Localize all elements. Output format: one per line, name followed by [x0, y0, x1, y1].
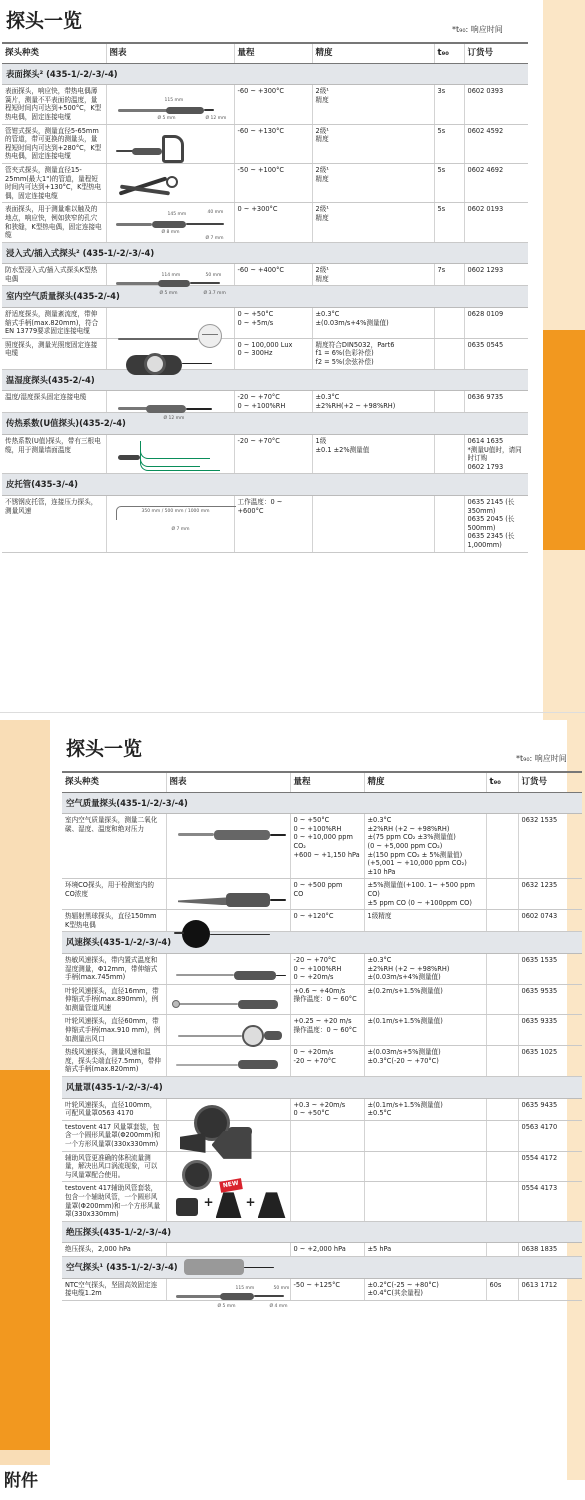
section-title: 表面探头² (435-1/-2/-3/-4) [2, 63, 528, 85]
probe-shaft [176, 1003, 238, 1005]
plus-sign: + [245, 1195, 256, 1210]
header-row [2, 43, 528, 63]
probe-image [106, 203, 234, 242]
probe-description: 管钳式探头，测量直径5-65mm的管道，带可更换的测量头，量程短时间内可达到+280°C，K型热电偶，固定连接电缆 [2, 124, 106, 163]
section-title: 传热系数(U值探头)(435-2/-4) [2, 413, 528, 435]
measuring-range: 0 ~ +2,000 hPa [290, 1243, 364, 1257]
response-time: 5s [434, 203, 464, 242]
probe-head [166, 176, 178, 188]
probe-image [166, 1046, 290, 1077]
section-title: 空气探头¹ (435-1/-2/-3/-4) [62, 1256, 582, 1278]
dimension-label: Ø 12 mm [205, 116, 227, 122]
accuracy: ±0.2°C(-25 ~ +80°C) ±0.4°C(其余量程) [364, 1278, 486, 1300]
table-row [62, 1182, 582, 1221]
order-number: 0602 0193 [464, 203, 528, 242]
probe-image [106, 391, 234, 422]
measuring-range: +0.25 ~ +20 m/s 操作温度：0 ~ 60°C [290, 1015, 364, 1046]
section-title: 风速探头(435-1/-2/-3/-4) [62, 932, 582, 954]
dimension-label: Ø 7 mm [171, 526, 190, 532]
dimension-label: 114 mm [161, 273, 181, 279]
probe-handle [264, 1031, 282, 1040]
probe-head [242, 1025, 264, 1047]
accuracy [364, 1120, 486, 1151]
column-header: 图表 [106, 43, 234, 63]
dimension-label: 350 mm / 500 mm / 1000 mm [141, 508, 210, 514]
dimension-label: 115 mm [235, 1285, 255, 1291]
probe-description: 温度/湿度探头固定连接电缆 [2, 391, 106, 413]
probe-image [166, 1015, 290, 1046]
probe-head [198, 324, 222, 348]
probe-image [106, 495, 234, 552]
table-row [2, 308, 528, 339]
response-time [486, 879, 518, 910]
probe-image [166, 1243, 290, 1257]
order-number: 0554 4172 [518, 1151, 582, 1182]
dimension-label: Ø 3.7 mm [203, 291, 226, 297]
probe-shaft [190, 282, 220, 284]
probe-shaft [254, 1295, 284, 1297]
response-time [486, 953, 518, 984]
accuracy: 1级 ±0.1 ±2%测量值 [312, 435, 434, 474]
column-header: 精度 [312, 43, 434, 63]
accuracy: ±0.3°C ±(0.03m/s+4%测量值) [312, 308, 434, 339]
section-row [62, 1221, 582, 1243]
response-time: 7s [434, 264, 464, 286]
dimension-label: 145 mm [167, 212, 187, 218]
measuring-range: 0 ~ +50°C 0 ~ +100%RH 0 ~ +10,000 ppm CO₂ +600 ~ +1,150 hPa [290, 814, 364, 879]
table-row [2, 391, 528, 413]
dimension-label: Ø 4 mm [269, 1303, 288, 1309]
section-row [62, 792, 582, 814]
order-number: 0632 1235 [518, 879, 582, 910]
probe-image [106, 85, 234, 124]
measuring-range: 0 ~ +50°C 0 ~ +5m/s [234, 308, 312, 339]
order-number: 0554 4173 [518, 1182, 582, 1221]
dimension-label: 50 mm [205, 273, 222, 279]
order-number: 0638 1835 [518, 1243, 582, 1257]
probe-shaft [270, 834, 286, 836]
measuring-range: -20 ~ +70°C 0 ~ +100%RH [234, 391, 312, 413]
page-divider [0, 712, 585, 713]
probe-handle [166, 107, 204, 114]
order-number: 0632 1535 [518, 814, 582, 879]
order-number: 0635 9535 [518, 984, 582, 1015]
dimension-label: 50 mm [273, 1285, 290, 1291]
measuring-range: -20 ~ +70°C [234, 435, 312, 474]
measuring-range: 0 ~ +500 ppm CO [290, 879, 364, 910]
response-time [486, 1182, 518, 1221]
probe-handle [234, 971, 276, 980]
probe-image [166, 910, 290, 932]
dimension-label: 40 mm [207, 210, 224, 216]
probe-shaft [270, 899, 286, 901]
column-header: 量程 [290, 772, 364, 792]
table-header [62, 772, 582, 792]
response-time: 5s [434, 163, 464, 202]
probe-handle [158, 280, 190, 287]
probe-description: 表面探头，响应快，带热电偶薄簧片，测量不平表面的温度，量程短时间内可达到+500°C，K型热电偶，固定连接电缆 [2, 85, 106, 124]
dimension-label: Ø 7 mm [205, 236, 224, 242]
table-row [2, 435, 528, 474]
probe-description: 辅助风管更准确的体积流量测量，解决出风口涡流现象，可以与风量罩配合使用。 [62, 1151, 166, 1182]
section-title: 室内空气质量探头(435-2/-4) [2, 286, 528, 308]
probe-description: 叶轮风速探头，直径16mm，带伸缩式手柄(max.890mm)，例如测量管道风速 [62, 984, 166, 1015]
probe-image [166, 953, 290, 984]
accuracy: ±0.3°C ±2%RH (+2 ~ +98%RH) ±(0.03m/s+4%测量值) [364, 953, 486, 984]
section-title: 绝压探头(435-1/-2/-3/-4) [62, 1221, 582, 1243]
probe-head [172, 1000, 180, 1008]
probe-handle [226, 893, 270, 907]
probe-shaft [176, 1295, 222, 1298]
wire [202, 334, 218, 335]
response-time [486, 1015, 518, 1046]
measuring-range [290, 1151, 364, 1182]
probe-description: 不锈钢皮托管，连接压力探头，测量风速 [2, 495, 106, 552]
order-number: 0636 9735 [464, 391, 528, 413]
response-time [486, 1151, 518, 1182]
accuracy: ±5%测量值(+100. 1~ +500 ppm CO) ±5 ppm CO (0 ~ +100ppm CO) [364, 879, 486, 910]
table-row [62, 1046, 582, 1077]
response-time [434, 391, 464, 413]
probe-shaft [118, 109, 168, 112]
probe-description: 热敏风速探头，带内置式温度和湿度测量，Φ12mm，带伸缩式手柄(max.745mm) [62, 953, 166, 984]
accuracy [312, 495, 434, 552]
section-row [62, 1256, 582, 1278]
left-strip-accent [0, 1070, 50, 1450]
order-number: 0602 0393 [464, 85, 528, 124]
table-row [62, 1243, 582, 1257]
dimension-label: Ø 8 mm [161, 230, 180, 236]
table-body [2, 63, 528, 552]
probe-shaft [276, 975, 286, 976]
probe-image [166, 879, 290, 910]
hood [180, 1133, 206, 1153]
column-header: t₉₀ [486, 772, 518, 792]
response-time [486, 1098, 518, 1120]
probe-description: 防水型浸入式/插入式探头K型热电偶 [2, 264, 106, 286]
new-badge: NEW [219, 1178, 242, 1192]
table-row [2, 495, 528, 552]
accuracy: 2级¹ 精度 [312, 124, 434, 163]
accuracy: ±0.3°C ±2%RH(+2 ~ +98%RH) [312, 391, 434, 413]
response-time [486, 910, 518, 932]
table-row [62, 1278, 582, 1300]
response-time-note-2: *t₉₀: 响应时间 [516, 754, 567, 763]
measuring-range: +0.3 ~ +20m/s 0 ~ +50°C [290, 1098, 364, 1120]
accuracy: ±(0.2m/s+1.5%测量值) [364, 984, 486, 1015]
probe-description: 传热系数(U值)探头，带有三根电缆，用于测量墙面温度 [2, 435, 106, 474]
order-number: 0635 9435 [518, 1098, 582, 1120]
table-row [62, 1151, 582, 1182]
probe-image [166, 1278, 290, 1309]
response-time [486, 1120, 518, 1151]
table-row [2, 203, 528, 242]
table-row [2, 338, 528, 369]
measuring-range: -50 ~ +100°C [234, 163, 312, 202]
probe-shaft [174, 932, 184, 934]
probe-handle [152, 221, 186, 228]
section-row [2, 474, 528, 496]
response-time-note: *t₉₀: 响应时间 [452, 25, 503, 34]
probe-description: 照度探头，测量光照度固定连接电缆 [2, 338, 106, 369]
probe-head [182, 1160, 212, 1190]
table-row [2, 163, 528, 202]
table-row [62, 814, 582, 879]
response-time [434, 308, 464, 339]
probe-handle [146, 405, 186, 413]
column-header: t₉₀ [434, 43, 464, 63]
probe-image [106, 435, 234, 474]
accuracy: ±(0.1m/s+1.5%测量值) ±0.5°C [364, 1098, 486, 1120]
section-row [62, 1077, 582, 1099]
section-row [2, 413, 528, 435]
column-header: 精度 [364, 772, 486, 792]
measuring-range: 0 ~ +120°C [290, 910, 364, 932]
probe-description: 表面探头，用于测量难以触及的地点，响应快，例如狭窄的孔穴和狭缝，K型热电偶，固定连接电缆 [2, 203, 106, 242]
accuracy: 2级¹ 精度 [312, 203, 434, 242]
probe-table-2 [62, 771, 582, 1309]
measuring-range: 0 ~ +20m/s -20 ~ +70°C [290, 1046, 364, 1077]
column-header: 图表 [166, 772, 290, 792]
accuracy: ±5 hPa [364, 1243, 486, 1257]
column-header: 量程 [234, 43, 312, 63]
probe-shaft [116, 282, 160, 285]
probe-shaft [118, 338, 198, 340]
measuring-range: -50 ~ +125°C [290, 1278, 364, 1300]
order-number: 0613 1712 [518, 1278, 582, 1300]
table-row [62, 953, 582, 984]
response-time: 3s [434, 85, 464, 124]
section-row [2, 242, 528, 264]
probe-shaft [116, 223, 152, 226]
measuring-range [290, 1120, 364, 1151]
hood [258, 1192, 286, 1218]
probe-handle [220, 1293, 254, 1300]
table-header [2, 43, 528, 63]
probe-description: 环境CO探头，用于检测室内的CO浓度 [62, 879, 166, 910]
order-number: 0635 9335 [518, 1015, 582, 1046]
green-cable [140, 451, 220, 471]
probe-image [106, 264, 234, 297]
accuracy: ±0.3°C ±2%RH (+2 ~ +98%RH) ±(75 ppm CO₂ ±3%测量值) (0 ~ +5,000 ppm CO₂) ±(150 ppm CO₂ ± 5%测量值) (+5,001 ~ +10,000 ppm CO₂) ±10 hPa [364, 814, 486, 879]
probe-description: 叶轮风速探头，直径100mm，可配风量罩0563 4170 [62, 1098, 166, 1120]
probe-shaft [118, 407, 148, 410]
section-title: 空气质量探头(435-1/-2/-3/-4) [62, 792, 582, 814]
section-title: 浸入式/插入式探头² (435-1/-2/-3/-4) [2, 242, 528, 264]
probe-shaft [182, 363, 212, 364]
plus-sign: + [203, 1195, 214, 1210]
response-time [434, 338, 464, 369]
set-part [176, 1198, 198, 1216]
column-header: 订货号 [518, 772, 582, 792]
table-row [62, 1015, 582, 1046]
hood [216, 1192, 242, 1218]
order-number: 0628 0109 [464, 308, 528, 339]
measuring-range: -60 ~ +400°C [234, 264, 312, 286]
probe-description: testovent 417辅助风管套装，包含一个辅助风管，一个圆形风量罩(Φ200mm)和一个方形风量罩(330x330mm) [62, 1182, 166, 1221]
probe-shaft [178, 1035, 242, 1037]
measuring-range: 0 ~ +300°C [234, 203, 312, 242]
measuring-range: -60 ~ +300°C [234, 85, 312, 124]
order-number: 0602 4592 [464, 124, 528, 163]
dimension-label: Ø 5 mm [217, 1303, 236, 1309]
table-body [62, 792, 582, 1309]
response-time [486, 1243, 518, 1257]
table-row [2, 124, 528, 163]
table-row [2, 85, 528, 124]
order-number: 0614 1635 *测量U值时，请同时订购 0602 1793 [464, 435, 528, 474]
probe-handle [184, 1259, 244, 1275]
section-row [62, 932, 582, 954]
measuring-range: 工作温度：0 ~ +600°C [234, 495, 312, 552]
response-time [486, 984, 518, 1015]
response-time: 5s [434, 124, 464, 163]
probe-head [182, 920, 210, 948]
probe-description: 热线风速探头，测量风速和温度，探头尖端直径7.5mm，带伸缩式手柄(max.820mm) [62, 1046, 166, 1077]
accuracy: ±(0.1m/s+1.5%测量值) [364, 1015, 486, 1046]
probe-image [166, 984, 290, 1015]
probe-shaft [186, 408, 212, 410]
probe-description: 舒适度探头，测量紊流度，带伸缩式手柄(max.820mm)，符合EN 13779要求固定连接电缆 [2, 308, 106, 339]
probe-handle [238, 1000, 278, 1009]
probe-description: 室内空气质量探头，测量二氧化碳、湿度、温度和绝对压力 [62, 814, 166, 879]
right-strip-accent [543, 330, 585, 550]
order-number: 0602 0743 [518, 910, 582, 932]
accuracy: 2级¹ 精度 [312, 264, 434, 286]
probe-image [166, 1098, 290, 1120]
probe-shaft [178, 833, 214, 836]
measuring-range [290, 1182, 364, 1221]
section-row [2, 286, 528, 308]
response-time [434, 435, 464, 474]
probe-description: 管夹式探头，测量直径15-25mm(最大1")的管道，量程短时间内可达到+130°C，K型热电偶，固定连接电缆 [2, 163, 106, 202]
probe-description: 热辐射黑球探头，直径150mm K型热电偶 [62, 910, 166, 932]
table-row [62, 910, 582, 932]
order-number: 0635 0545 [464, 338, 528, 369]
response-time [486, 1046, 518, 1077]
co-tip [178, 897, 228, 905]
probe-description: testovent 417 风量罩套装，包含一个圆形风量罩(Φ200mm)和一个方形风量罩(330x330mm) [62, 1120, 166, 1151]
response-time [434, 495, 464, 552]
probe-description: 绝压探头，2,000 hPa [62, 1243, 166, 1257]
probe-image [166, 814, 290, 879]
probe-image [106, 124, 234, 163]
page-title: 探头一览 [6, 10, 83, 32]
order-number: 0635 2145 (长350mm) 0635 2045 (长500mm) 0635 2345 (长1,000mm) [464, 495, 528, 552]
section-row [2, 369, 528, 391]
column-header: 订货号 [464, 43, 528, 63]
measuring-range: +0.6 ~ +40m/s 操作温度：0 ~ 60°C [290, 984, 364, 1015]
probe-image [106, 163, 234, 202]
probe-handle [214, 830, 270, 840]
probe-table-1 [2, 42, 528, 553]
table-row [2, 264, 528, 286]
table-row [62, 984, 582, 1015]
table-row [62, 879, 582, 910]
order-number: 0602 1293 [464, 264, 528, 286]
dimension-label: Ø 12 mm [163, 416, 185, 422]
response-time: 60s [486, 1278, 518, 1300]
order-number: 0635 1025 [518, 1046, 582, 1077]
probe-shaft [186, 223, 224, 225]
probe-shaft [176, 974, 234, 976]
column-header: 探头种类 [2, 43, 106, 63]
section-title: 风量罩(435-1/-2/-3/-4) [62, 1077, 582, 1099]
accuracy [364, 1182, 486, 1221]
wrench-jaw [162, 135, 184, 163]
dimension-label: Ø 5 mm [159, 291, 178, 297]
table-row [62, 1098, 582, 1120]
probe-shaft [176, 1064, 238, 1066]
column-header: 探头种类 [62, 772, 166, 792]
probe-handle [118, 455, 140, 460]
table-row [62, 1120, 582, 1151]
probe-head [144, 353, 166, 375]
probe-handle [132, 148, 162, 155]
probe-handle [238, 1060, 278, 1069]
accessories-title: 附件 [4, 1471, 38, 1491]
accuracy: ±(0.03m/s+5%测量值) ±0.3°C(-20 ~ +70°C) [364, 1046, 486, 1077]
accuracy: 2级¹ 精度 [312, 163, 434, 202]
dimension-label: Ø 5 mm [157, 116, 176, 122]
accuracy [364, 1151, 486, 1182]
accuracy: 2级¹ 精度 [312, 85, 434, 124]
accuracy: 1级精度 [364, 910, 486, 932]
measuring-range: -60 ~ +130°C [234, 124, 312, 163]
measuring-range: 0 ~ 100,000 Lux 0 ~ 300Hz [234, 338, 312, 369]
header-row [62, 772, 582, 792]
measuring-range: -20 ~ +70°C 0 ~ +100%RH 0 ~ +20m/s [290, 953, 364, 984]
probe-description: NTC空气探头，坚固高效固定连接电缆1.2m [62, 1278, 166, 1300]
section-row [2, 63, 528, 85]
probe-shaft [204, 109, 214, 111]
section-title: 皮托管(435-3/-4) [2, 474, 528, 496]
response-time [486, 814, 518, 879]
order-number: 0563 4170 [518, 1120, 582, 1151]
accuracy: 精度符合DIN5032，Part6 f1 = 6%(色彩补偿) f2 = 5%(余弦补偿) [312, 338, 434, 369]
section-title: 温湿度探头(435-2/-4) [2, 369, 528, 391]
page-title-2: 探头一览 [66, 738, 143, 760]
probe-description: 叶轮风速探头，直径60mm，带伸缩式手柄(max.910 mm)，例如测量出风口 [62, 1015, 166, 1046]
order-number: 0602 4692 [464, 163, 528, 202]
probe-image [106, 308, 234, 339]
probe-shaft [210, 934, 270, 935]
order-number: 0635 1535 [518, 953, 582, 984]
dimension-label: 115 mm [164, 98, 184, 104]
